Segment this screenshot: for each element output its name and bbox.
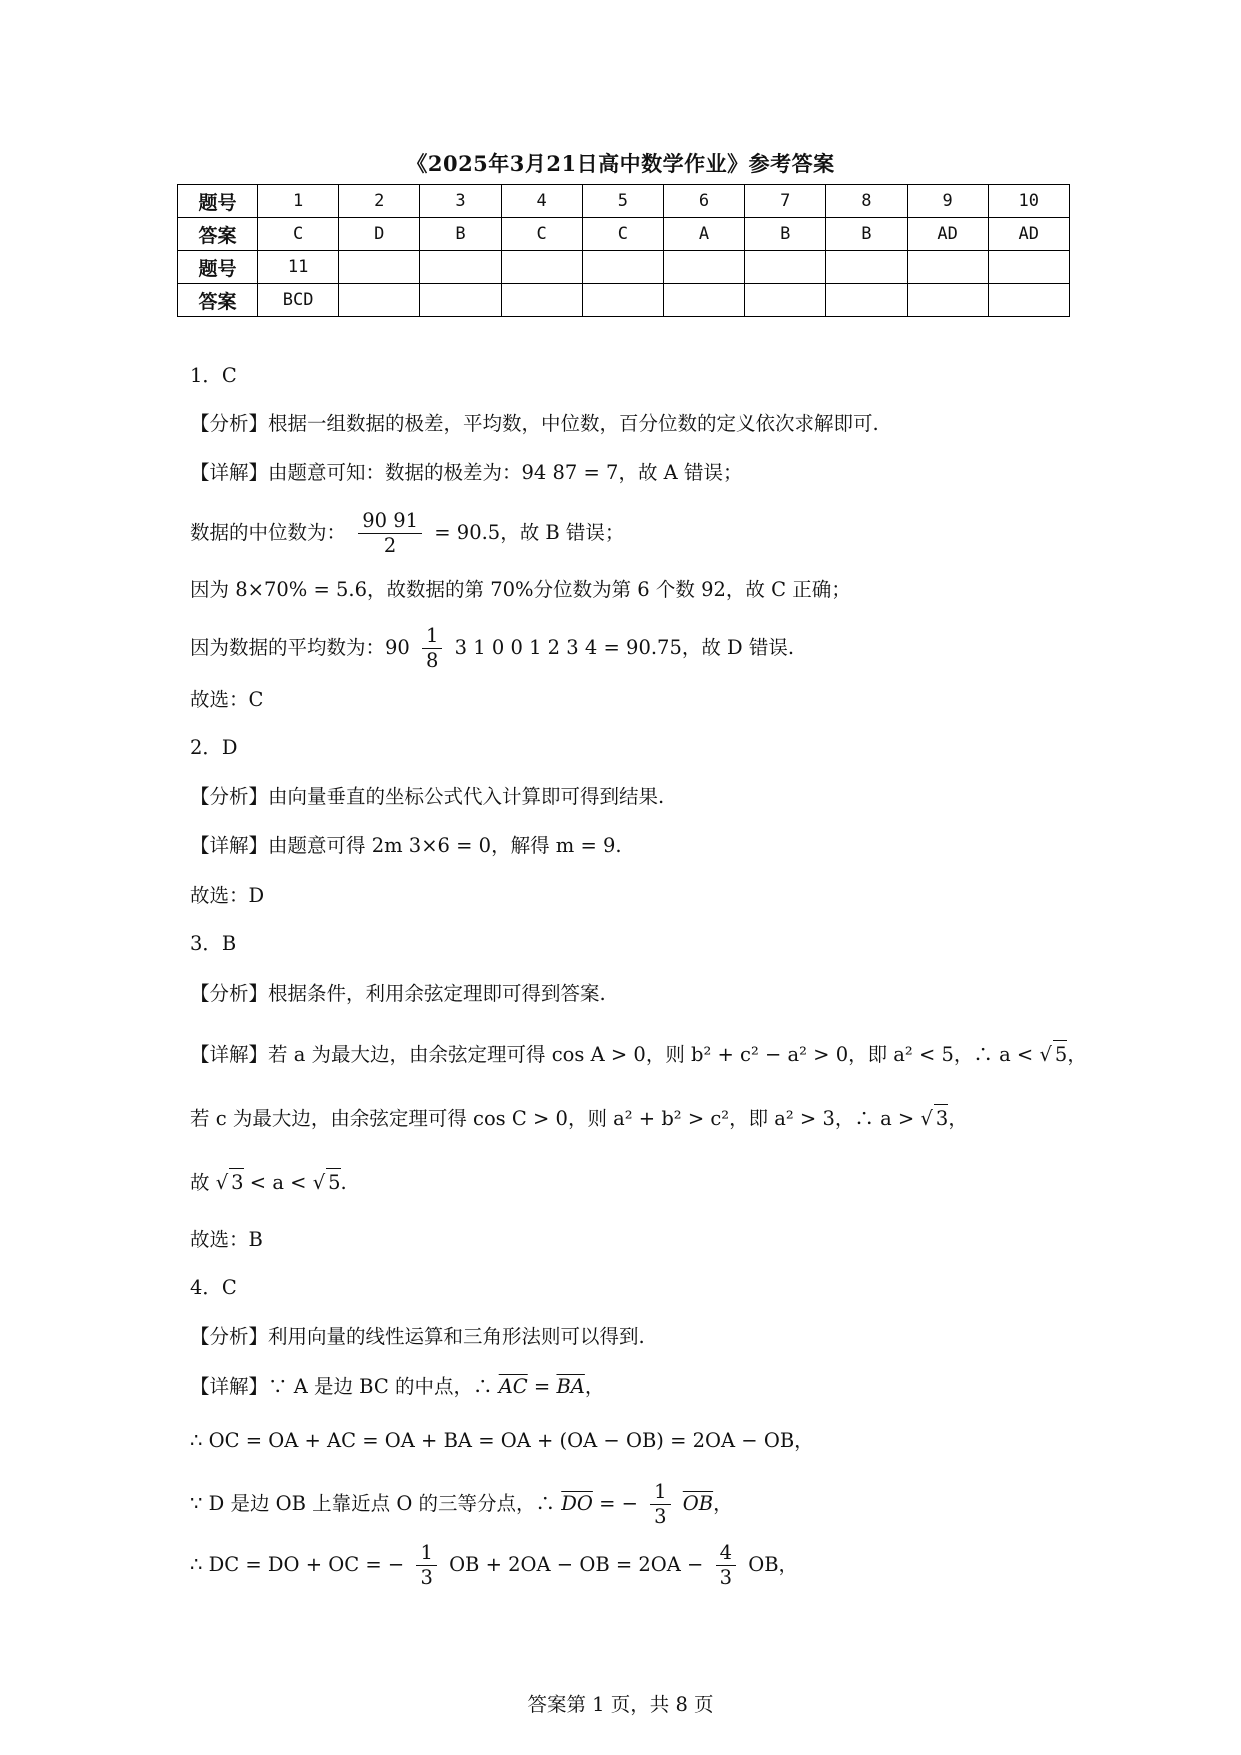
q3-detail-1 — [190, 1040, 1087, 1069]
table-cell: 5 — [582, 185, 663, 218]
q2-detail: 【详解】由题意可得 2m 3×6 = 0，解得 m = 9. — [190, 834, 622, 857]
q1-mean-prefix: 因为数据的平均数为：90 — [190, 636, 410, 659]
answer-table — [177, 184, 1070, 317]
q4-detail-4-denominator-1: 3 — [416, 1565, 436, 1590]
q1-choice: 故选：C — [190, 688, 264, 711]
table-cell: D — [339, 218, 420, 251]
table-cell: 3 — [420, 185, 501, 218]
table-cell: AD — [988, 218, 1069, 251]
q4-detail-1-suffix: ， — [584, 1375, 605, 1398]
table-cell — [826, 284, 907, 317]
q4-detail-3-denominator: 3 — [650, 1504, 670, 1529]
q4-vector-ob: $\overline{OB}$ — [682, 1492, 714, 1515]
q4-analysis: 【分析】利用向量的线性运算和三角形法则可以得到. — [190, 1325, 645, 1348]
q3-range-middle: < a < — [249, 1171, 307, 1194]
q4-detail-4-numerator-2: 4 — [719, 1541, 733, 1564]
q4-detail-1-text: 【详解】∵ A 是边 BC 的中点，∴ — [190, 1375, 493, 1398]
table-cell — [501, 251, 582, 284]
table-cell — [420, 284, 501, 317]
page-title: 《2025年3月21日高中数学作业》参考答案 — [406, 151, 835, 176]
q4-detail-4-text: ∴ DC = DO + OC = − — [190, 1553, 405, 1576]
q4-vector-ba: $\overline{BA}$ — [556, 1375, 585, 1398]
table-cell: 11 — [258, 251, 339, 284]
table-row — [178, 185, 1070, 218]
table-row — [178, 251, 1070, 284]
q4-heading: 4．C — [190, 1276, 237, 1299]
q4-detail-2: ∴ OC = OA + AC = OA + BA = OA + (OA − OB) = 2OA − OB， — [190, 1429, 814, 1452]
table-cell: 8 — [826, 185, 907, 218]
q1-mean-denominator: 8 — [422, 648, 442, 673]
row-header: 题号 — [178, 251, 258, 284]
q1-mean-fraction — [422, 624, 442, 673]
sqrt-icon: √ — [1039, 1043, 1052, 1066]
q3-choice: 故选：B — [190, 1228, 263, 1251]
q4-detail-4-denominator-2: 3 — [716, 1565, 736, 1590]
q4-detail-3-numerator: 1 — [654, 1480, 667, 1503]
q3-detail-1-radicand: 5 — [1053, 1040, 1067, 1069]
table-cell — [826, 251, 907, 284]
table-cell: 2 — [339, 185, 420, 218]
q4-detail-3-text: ∵ D 是边 OB 上靠近点 O 的三等分点，∴ — [190, 1492, 556, 1515]
table-cell: 7 — [745, 185, 826, 218]
row-header: 答案 — [178, 218, 258, 251]
table-cell — [907, 284, 988, 317]
table-cell — [582, 284, 663, 317]
q3-detail-1-suffix: ， — [1067, 1043, 1087, 1066]
table-cell: C — [258, 218, 339, 251]
table-cell — [339, 284, 420, 317]
table-cell: 9 — [907, 185, 988, 218]
q1-median-line — [190, 509, 624, 558]
q3-heading: 3．B — [190, 932, 237, 955]
q4-detail-4-numerator-1: 1 — [420, 1541, 433, 1564]
q1-analysis: 【分析】根据一组数据的极差，平均数，中位数，百分位数的定义依次求解即可. — [190, 412, 879, 435]
table-cell: 1 — [258, 185, 339, 218]
q3-detail-2 — [190, 1104, 968, 1133]
q4-detail-1 — [190, 1373, 604, 1401]
q3-range-suffix: . — [340, 1171, 347, 1194]
page-footer: 答案第 1 页，共 8 页 — [527, 1693, 714, 1716]
q4-vector-do: $\overline{DO}$ — [561, 1492, 593, 1515]
q4-detail-3-eq: = − — [599, 1492, 638, 1515]
table-cell: AD — [907, 218, 988, 251]
table-cell: 10 — [988, 185, 1069, 218]
sqrt-icon: √ — [312, 1171, 326, 1194]
q4-detail-4-middle: OB + 2OA − OB = 2OA − — [449, 1553, 704, 1576]
row-header: 答案 — [178, 284, 258, 317]
table-cell: A — [663, 218, 744, 251]
q4-vector-ac: $\overline{AC}$ — [498, 1375, 528, 1398]
q1-median-numerator: 90 91 — [362, 509, 419, 532]
table-cell — [988, 251, 1069, 284]
table-cell: C — [501, 218, 582, 251]
q3-analysis: 【分析】根据条件，利用余弦定理即可得到答案. — [190, 982, 606, 1005]
table-cell — [745, 284, 826, 317]
table-cell: BCD — [258, 284, 339, 317]
row-header: 题号 — [178, 185, 258, 218]
q3-detail-2-suffix: ， — [948, 1107, 968, 1130]
q3-detail-2-radicand: 3 — [934, 1104, 948, 1133]
table-cell: B — [420, 218, 501, 251]
q3-detail-2-text: 若 c 为最大边，由余弦定理可得 cos C > 0，则 a² + b² > c²，即 a² > 3，∴ a > — [190, 1107, 915, 1130]
q4-detail-1-eq: = — [533, 1375, 551, 1398]
q1-mean-line — [190, 624, 794, 673]
table-cell — [907, 251, 988, 284]
table-cell — [420, 251, 501, 284]
table-cell — [501, 284, 582, 317]
table-cell — [582, 251, 663, 284]
table-cell — [663, 251, 744, 284]
q3-range — [190, 1168, 347, 1197]
sqrt-icon: √ — [920, 1107, 933, 1130]
q2-choice: 故选：D — [190, 884, 265, 907]
table-cell — [988, 284, 1069, 317]
table-cell: B — [826, 218, 907, 251]
q1-detail: 【详解】由题意可知：数据的极差为：94 87 = 7，故 A 错误； — [190, 461, 743, 484]
q1-median-denominator: 2 — [358, 533, 422, 558]
table-cell — [745, 251, 826, 284]
table-cell — [663, 284, 744, 317]
table-cell: 6 — [663, 185, 744, 218]
table-cell: 4 — [501, 185, 582, 218]
q1-median-suffix: = 90.5，故 B 错误； — [434, 521, 625, 544]
table-row — [178, 218, 1070, 251]
q4-detail-3-fraction — [650, 1480, 670, 1529]
table-cell: C — [582, 218, 663, 251]
q1-median-fraction — [358, 509, 422, 558]
table-cell: B — [745, 218, 826, 251]
q2-analysis: 【分析】由向量垂直的坐标公式代入计算即可得到结果. — [190, 785, 665, 808]
q2-heading: 2．D — [190, 736, 238, 759]
q1-percentile: 因为 8×70% = 5.6，故数据的第 70%分位数为第 6 个数 92，故 C 正确； — [190, 578, 851, 601]
q1-heading: 1．C — [190, 364, 237, 387]
q4-detail-3-suffix: ， — [713, 1492, 733, 1515]
table-cell — [339, 251, 420, 284]
q3-range-radicand-2: 5 — [326, 1168, 340, 1197]
q4-detail-4-fraction-2 — [716, 1541, 736, 1590]
sqrt-icon: √ — [215, 1171, 229, 1194]
q1-mean-suffix: 3 1 0 0 1 2 3 4 = 90.75，故 D 错误. — [454, 636, 795, 659]
q3-range-prefix: 故 — [190, 1171, 210, 1194]
q3-range-radicand-1: 3 — [229, 1168, 243, 1197]
q4-detail-3 — [190, 1480, 733, 1529]
table-row — [178, 284, 1070, 317]
q3-detail-1-text: 【详解】若 a 为最大边，由余弦定理可得 cos A > 0，则 b² + c² − a² > 0，即 a² < 5，∴ a < — [190, 1043, 1034, 1066]
q1-mean-numerator: 1 — [426, 624, 439, 647]
q4-detail-4-fraction-1 — [416, 1541, 436, 1590]
q4-detail-4 — [190, 1541, 798, 1590]
q4-detail-4-suffix: OB， — [748, 1553, 799, 1576]
q1-median-prefix: 数据的中位数为： — [190, 521, 347, 544]
